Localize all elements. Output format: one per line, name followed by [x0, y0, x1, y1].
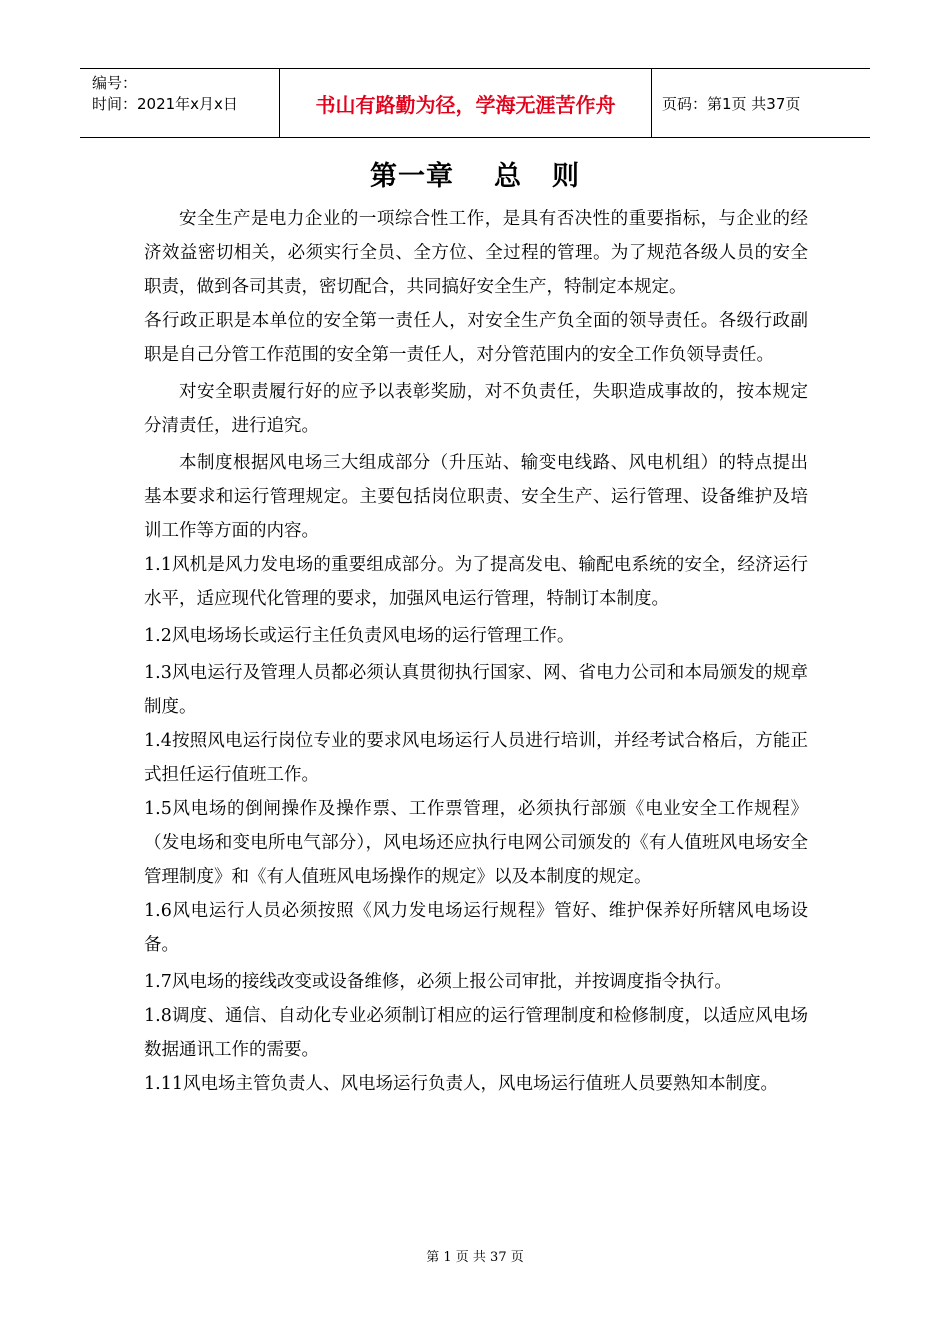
clause-1-1: 1.1风机是风力发电场的重要组成部分。为了提高发电、输配电系统的安全，经济运行水平，适应现代化管理的要求，加强风电运行管理，特制订本制度。: [144, 555, 808, 609]
header-page-info: 页码：第1页 共37页: [662, 94, 801, 113]
chapter-title-word-1: 总: [494, 161, 522, 192]
clause-1-5: 1.5风电场的倒闸操作及操作票、工作票管理，必须执行部颁《电业安全工作规程》（发电场和变电所电气部分），风电场还应执行电网公司颁发的《有人值班风电场安全管理制度》和《有人值班风电场操作的规定》以及本制度的规定。: [144, 799, 808, 887]
paragraph-rewards: 对安全职责履行好的应予以表彰奖励，对不负责任，失职造成事故的，按本规定分清责任，进行追究。: [144, 382, 808, 436]
chapter-title-number: 第一章: [370, 161, 454, 192]
paragraph-scope: 本制度根据风电场三大组成部分（升压站、输变电线路、风电机组）的特点提出基本要求和运行管理规定。主要包括岗位职责、安全生产、运行管理、设备维护及培训工作等方面的内容。: [144, 453, 808, 541]
header-meta-cell: [80, 69, 280, 137]
header-motto: 书山有路勤为径，学海无涯苦作舟: [315, 92, 616, 117]
page-header: [80, 68, 870, 138]
header-page-cell: [652, 69, 870, 137]
page-footer: [0, 1246, 950, 1265]
clause-1-4: 1.4按照风电运行岗位专业的要求风电场运行人员进行培训，并经考试合格后，方能正式担任运行值班工作。: [144, 731, 808, 785]
clause-1-2: 1.2风电场场长或运行主任负责风电场的运行管理工作。: [144, 626, 575, 646]
paragraph-intro: 安全生产是电力企业的一项综合性工作，是具有否决性的重要指标，与企业的经济效益密切相关，必须实行全员、全方位、全过程的管理。为了规范各级人员的安全职责，做到各司其责，密切配合，共同搞好安全生产，特制定本规定。: [144, 209, 808, 297]
clause-1-8: 1.8调度、通信、自动化专业必须制订相应的运行管理制度和检修制度，以适应风电场数据通讯工作的需要。: [144, 1006, 808, 1060]
document-number-label: 编号：: [92, 74, 138, 92]
footer-page-number: 第 1 页 共 37 页: [426, 1250, 524, 1265]
chapter-title: [0, 154, 950, 193]
clause-1-11: 1.11风电场主管负责人、风电场运行负责人，风电场运行值班人员要熟知本制度。: [144, 1074, 778, 1094]
clause-1-3: 1.3风电运行及管理人员都必须认真贯彻执行国家、网、省电力公司和本局颁发的规章制度。: [144, 663, 808, 717]
document-date-label: 时间：2021年x月x日: [92, 95, 238, 113]
clause-1-7: 1.7风电场的接线改变或设备维修，必须上报公司审批，并按调度指令执行。: [144, 972, 732, 992]
clause-1-6: 1.6风电运行人员必须按照《风力发电场运行规程》管好、维护保养好所辖风电场设备。: [144, 901, 808, 955]
document-body: [144, 202, 808, 1101]
paragraph-responsibility: 各行政正职是本单位的安全第一责任人，对安全生产负全面的领导责任。各级行政副职是自己分管工作范围的安全第一责任人，对分管范围内的安全工作负领导责任。: [144, 311, 808, 365]
header-motto-cell: [280, 69, 652, 137]
chapter-title-word-2: 则: [552, 161, 580, 192]
